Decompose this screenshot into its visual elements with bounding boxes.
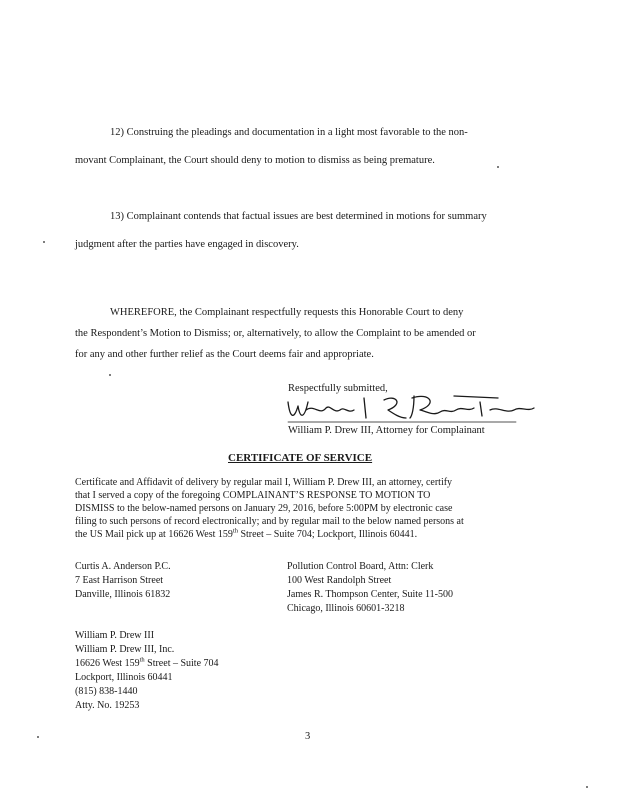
sender-atty-no: Atty. No. 19253 bbox=[75, 700, 140, 711]
handwritten-signature bbox=[284, 388, 564, 428]
sender-street: 16626 West 159th Street – Suite 704 bbox=[75, 656, 219, 669]
addressee-right-line-3: James R. Thompson Center, Suite 11-500 bbox=[287, 589, 453, 600]
addressee-left-line-3: Danville, Illinois 61832 bbox=[75, 589, 171, 600]
scan-speck bbox=[109, 374, 111, 376]
certificate-title: CERTIFICATE OF SERVICE bbox=[228, 452, 373, 464]
signature-closing: Respectfully submitted, bbox=[288, 383, 388, 394]
certificate-line-1: Certificate and Affidavit of delivery by regular mail I, William P. Drew III, an attorney, certify bbox=[75, 477, 453, 488]
addressee-left-line-2: 7 East Harrison Street bbox=[75, 575, 164, 586]
sender-firm: William P. Drew III, Inc. bbox=[75, 644, 175, 655]
addressee-right-line-4: Chicago, Illinois 60601-3218 bbox=[287, 603, 405, 614]
paragraph-12-line-1: 12) Construing the pleadings and documentation in a light most favorable to the non- bbox=[110, 127, 468, 138]
addressee-right-line-2: 100 West Randolph Street bbox=[287, 575, 392, 586]
wherefore-line-2: the Respondent’s Motion to Dismiss; or, alternatively, to allow the Complaint to be amended or bbox=[75, 328, 476, 339]
sender-name: William P. Drew III bbox=[75, 630, 155, 641]
scan-speck bbox=[43, 241, 45, 243]
paragraph-13-line-2: judgment after the parties have engaged in discovery. bbox=[75, 239, 299, 250]
certificate-ordinal-suffix: th bbox=[232, 527, 238, 535]
sender-ordinal-suffix: th bbox=[139, 656, 145, 664]
certificate-line-2: that I served a copy of the foregoing COMPLAINANT’S RESPONSE TO MOTION TO bbox=[75, 490, 431, 501]
signer-line: William P. Drew III, Attorney for Complainant bbox=[288, 425, 485, 436]
wherefore-line-1: WHEREFORE, the Complainant respectfully requests this Honorable Court to deny bbox=[110, 307, 464, 318]
certificate-line-4: filing to such persons of record electronically; and by regular mail to the below named persons at bbox=[75, 516, 464, 527]
page-number: 3 bbox=[305, 731, 311, 742]
addressee-left-line-1: Curtis A. Anderson P.C. bbox=[75, 561, 171, 572]
certificate-line-3: DISMISS to the below-named persons on January 29, 2016, before 5:00PM by electronic case bbox=[75, 503, 453, 514]
sender-phone: (815) 838-1440 bbox=[75, 686, 138, 697]
paragraph-13-line-1: 13) Complainant contends that factual issues are best determined in motions for summary bbox=[110, 211, 487, 222]
paragraph-12-line-2: movant Complainant, the Court should deny to motion to dismiss as being premature. bbox=[75, 155, 435, 166]
certificate-line-5: the US Mail pick up at 16626 West 159th Street – Suite 704; Lockport, Illinois 60441. bbox=[75, 527, 418, 540]
addressee-right-line-1: Pollution Control Board, Attn: Clerk bbox=[287, 561, 434, 572]
sender-city: Lockport, Illinois 60441 bbox=[75, 672, 173, 683]
scan-speck bbox=[37, 736, 39, 738]
wherefore-line-3: for any and other further relief as the Court deems fair and appropriate. bbox=[75, 349, 374, 360]
scan-speck bbox=[586, 786, 588, 788]
scan-speck bbox=[497, 166, 499, 168]
